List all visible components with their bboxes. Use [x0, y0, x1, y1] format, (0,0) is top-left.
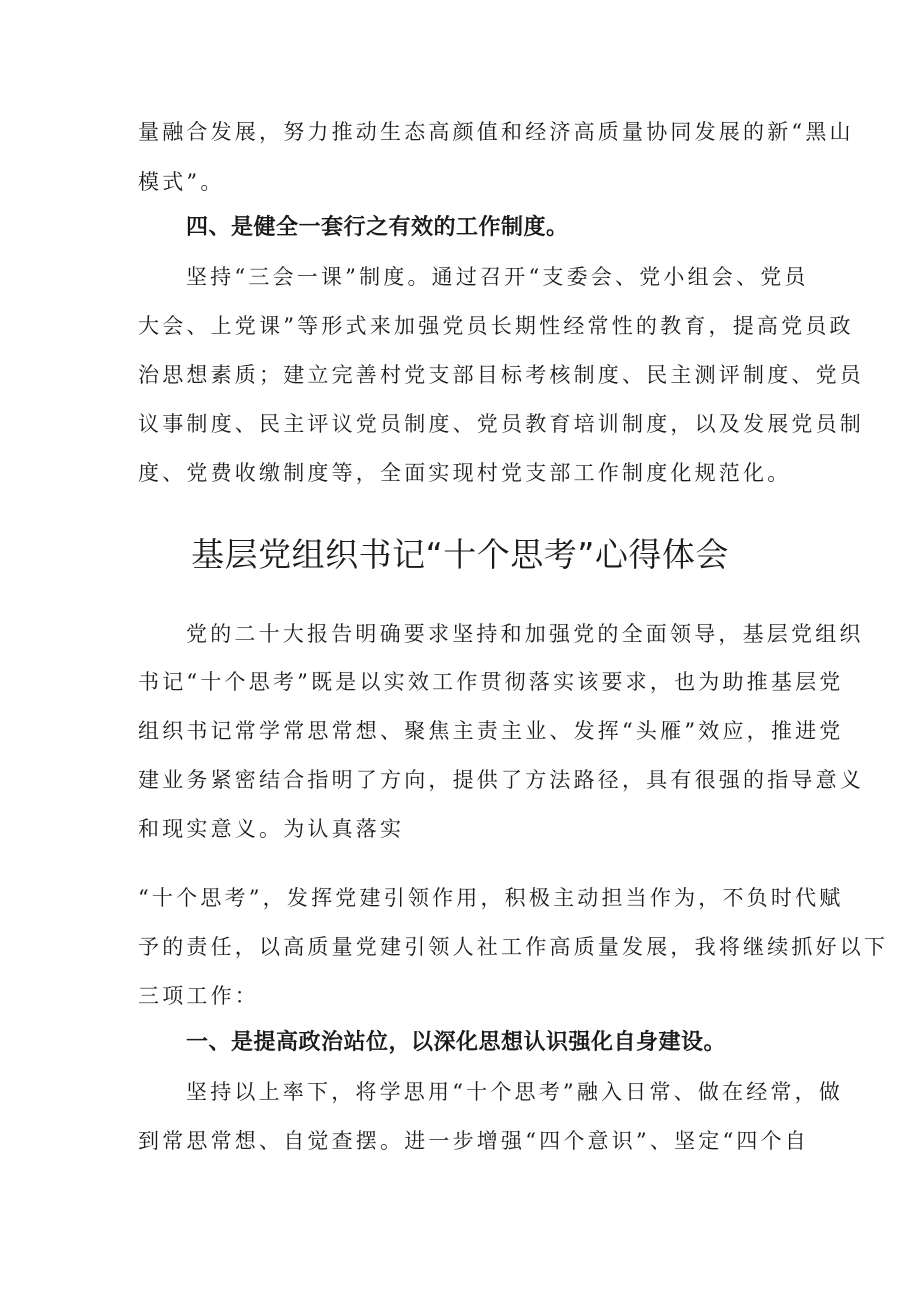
article-title: 基层党组织书记“十个思考”心得体会	[191, 535, 729, 574]
body-text-line: “十个思考”，发挥党建引领作用，积极主动担当作为，不负时代赋	[138, 886, 844, 910]
body-text-line: 予的责任，以高质量党建引领人社工作高质量发展，我将继续抓好以下	[138, 935, 889, 959]
body-text-line: 组织书记常学常思常想、聚焦主责主业、发挥“头雁”效应，推进党	[138, 719, 844, 743]
body-text-line: 三项工作：	[138, 984, 259, 1008]
body-text-line: 议事制度、民主评议党员制度、党员教育培训制度，以及发展党员制	[138, 412, 864, 436]
body-text-line: 到常思常想、自觉查摆。进一步增强“四个意识”、坚定“四个自	[138, 1129, 810, 1153]
body-text-line: 度、党费收缴制度等，全面实现村党支部工作制度化规范化。	[138, 461, 792, 485]
section-heading-one: 一、是提高政治站位，以深化思想认识强化自身建设。	[186, 1030, 727, 1055]
body-text-line: 量融合发展，努力推动生态高颜值和经济高质量协同发展的新“黑山	[138, 120, 854, 144]
body-text-line: 和现实意义。为认真落实	[138, 817, 405, 841]
body-text-line: 坚持以上率下，将学思用“十个思考”融入日常、做在经常，做	[186, 1080, 844, 1104]
body-text-line: 大会、上党课”等形式来加强党员长期性经常性的教育，提高党员政	[138, 314, 854, 338]
body-text-line: 坚持“三会一课”制度。通过召开“支委会、党小组会、党员	[186, 265, 809, 289]
section-heading-four: 四、是健全一套行之有效的工作制度。	[186, 215, 569, 240]
body-text-line: 模式”。	[138, 170, 225, 194]
body-text-line: 建业务紧密结合指明了方向，提供了方法路径，具有很强的指导意义	[138, 768, 864, 792]
body-text-line: 书记“十个思考”既是以实效工作贯彻落实该要求，也为助推基层党	[138, 670, 844, 694]
body-text-line: 治思想素质；建立完善村党支部目标考核制度、民主测评制度、党员	[138, 363, 864, 387]
body-text-line: 党的二十大报告明确要求坚持和加强党的全面领导，基层党组织	[186, 622, 864, 646]
